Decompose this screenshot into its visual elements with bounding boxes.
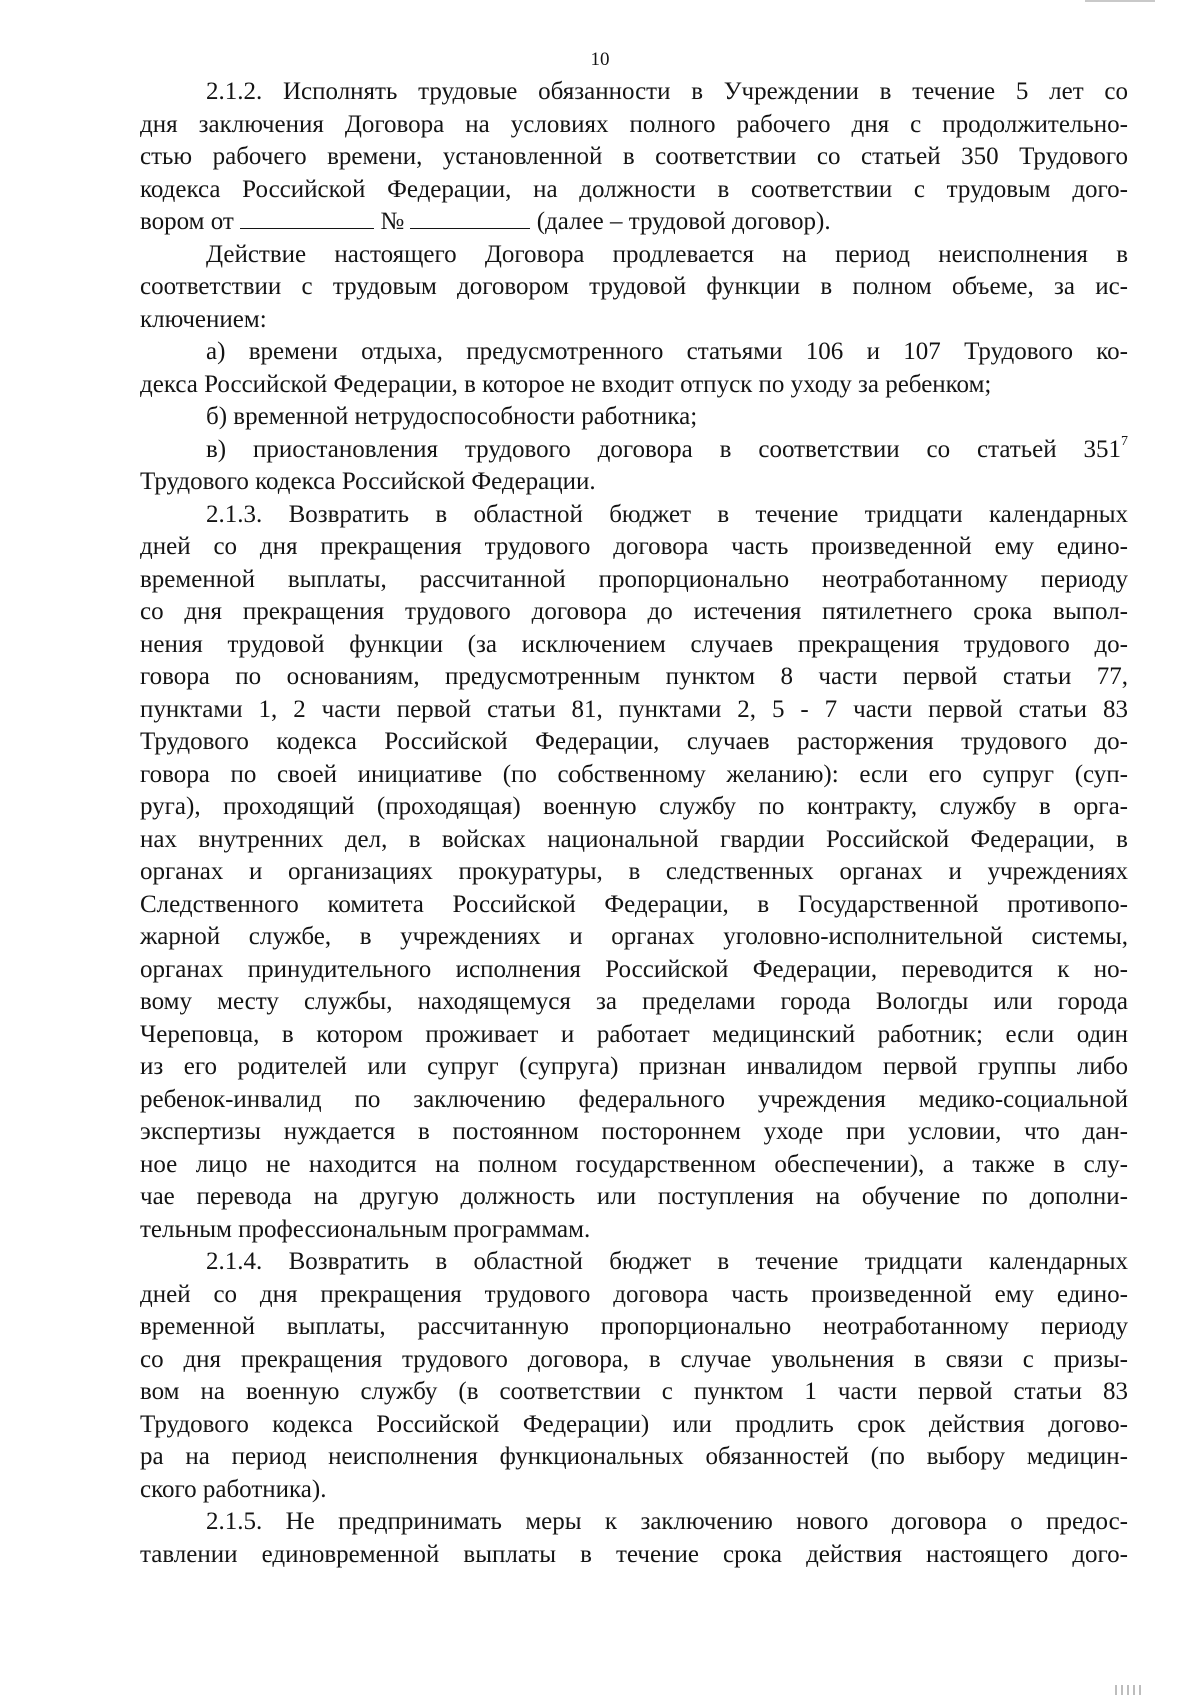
text-line: временной выплаты, рассчитанной пропорционально неотработанному периоду xyxy=(140,565,1128,593)
text-line: органах и организациях прокуратуры, в следственных органах и учреждениях xyxy=(140,858,1128,885)
text-line: жарной службе, в учреждениях и органах уголовно-исполнительной системы, xyxy=(140,923,1128,950)
text-line: тавлении единовременной выплаты в течение срока действия настоящего дого- xyxy=(140,1540,1128,1568)
text-line-with-superscript xyxy=(140,434,1128,467)
text-line: нения трудовой функции (за исключением случаев прекращения трудового до- xyxy=(140,630,1128,658)
text-line: Череповца, в котором проживает и работает медицинский работник; если один xyxy=(140,1020,1128,1048)
text-line: из его родителей или супруг (супруга) признан инвалидом первой группы либо xyxy=(140,1053,1128,1080)
text-line: органах принудительного исполнения Российской Федерации, переводится к но- xyxy=(140,955,1128,983)
text-line: ключением: xyxy=(140,305,267,333)
text-line: а) времени отдыха, предусмотренного статьями 106 и 107 Трудового ко- xyxy=(206,338,1128,365)
text-line: пунктами 1, 2 части первой статьи 81, пунктами 2, 5 - 7 части первой статьи 83 xyxy=(140,695,1128,723)
text-line: ребенок-инвалид по заключению федерального учреждения медико-социальной xyxy=(140,1085,1128,1113)
text-line: со дня прекращения трудового договора до истечения пятилетнего срока выпол- xyxy=(140,598,1128,625)
text-line: Трудового кодекса Российской Федерации. xyxy=(140,468,596,495)
text-line: кодекса Российской Федерации, на должности в соответствии с трудовым дого- xyxy=(140,175,1128,203)
text-line: руга), проходящий (проходящая) военную службу по контракту, службу в орга- xyxy=(140,793,1128,820)
text-line: 2.1.5. Не предпринимать меры к заключению нового договора о предос- xyxy=(206,1508,1128,1535)
scan-artifact-bottom xyxy=(1115,1685,1145,1695)
text-line: 2.1.2. Исполнять трудовые обязанности в Учреждении в течение 5 лет со xyxy=(206,78,1128,105)
text-line: Трудового кодекса Российской Федерации, случаев расторжения трудового до- xyxy=(140,728,1128,755)
contract-date-blank xyxy=(240,206,374,229)
text-line: декса Российской Федерации, в которое не входит отпуск по уходу за ребенком; xyxy=(140,370,992,398)
number-sign: № xyxy=(380,208,405,235)
text-line: стью рабочего времени, установленной в соответствии со статьей 350 Трудового xyxy=(140,143,1128,170)
scan-artifact-top xyxy=(1085,0,1155,2)
page-number: 10 xyxy=(590,49,610,70)
text-line: дней со дня прекращения трудового договора часть произведенной ему едино- xyxy=(140,1280,1128,1308)
text-line: временной выплаты, рассчитанную пропорционально неотработанному периоду xyxy=(140,1313,1128,1340)
text-line: соответствии с трудовым договором трудовой функции в полном объеме, за ис- xyxy=(140,273,1128,300)
text-line: говора по основаниям, предусмотренным пунктом 8 части первой статьи 77, xyxy=(140,663,1128,690)
text-line: экспертизы нуждается в постоянном постороннем уходе при условии, что дан- xyxy=(140,1118,1128,1145)
contract-suffix: (далее – трудовой договор). xyxy=(536,208,831,235)
text-line: тельным профессиональным программам. xyxy=(140,1215,591,1243)
text-line: чае перевода на другую должность или поступления на обучение по дополни- xyxy=(140,1183,1128,1210)
text-line: вом на военную службу (в соответствии с пунктом 1 части первой статьи 83 xyxy=(140,1378,1128,1405)
text-line: Следственного комитета Российской Федерации, в Государственной противопо- xyxy=(140,890,1128,918)
text-line: ное лицо не находится на полном государственном обеспечении), а также в слу- xyxy=(140,1150,1128,1178)
contract-date-number-line xyxy=(140,206,1128,239)
text-line: 2.1.3. Возвратить в областной бюджет в течение тридцати календарных xyxy=(206,500,1128,528)
text-line: со дня прекращения трудового договора, в случае увольнения в связи с призы- xyxy=(140,1345,1128,1373)
text-line: дня заключения Договора на условиях полного рабочего дня с продолжительно- xyxy=(140,110,1128,138)
contract-number-blank xyxy=(410,206,530,229)
text-line: дней со дня прекращения трудового договора часть произведенной ему едино- xyxy=(140,533,1128,560)
text-line: ра на период неисполнения функциональных обязанностей (по выбору медицин- xyxy=(140,1443,1128,1470)
contract-prefix: вором от xyxy=(140,208,234,235)
text-line: ского работника). xyxy=(140,1475,327,1503)
text-line: Трудового кодекса Российской Федерации) или продлить срок действия догово- xyxy=(140,1410,1128,1438)
text-line: Действие настоящего Договора продлевается на период неисполнения в xyxy=(206,240,1128,268)
text-line: в) приостановления трудового договора в соответствии со статьей 351 xyxy=(206,435,1121,463)
text-line: б) временной нетрудоспособности работника; xyxy=(206,403,698,430)
document-body xyxy=(140,76,1128,1571)
text-line: 2.1.4. Возвратить в областной бюджет в течение тридцати календарных xyxy=(206,1248,1128,1275)
text-line: говора по своей инициативе (по собственному желанию): если его супруг (суп- xyxy=(140,760,1128,788)
text-line: вому месту службы, находящемуся за пределами города Вологды или города xyxy=(140,988,1128,1015)
text-line: нах внутренних дел, в войсках национальной гвардии Российской Федерации, в xyxy=(140,825,1128,853)
superscript: 7 xyxy=(1121,433,1128,449)
